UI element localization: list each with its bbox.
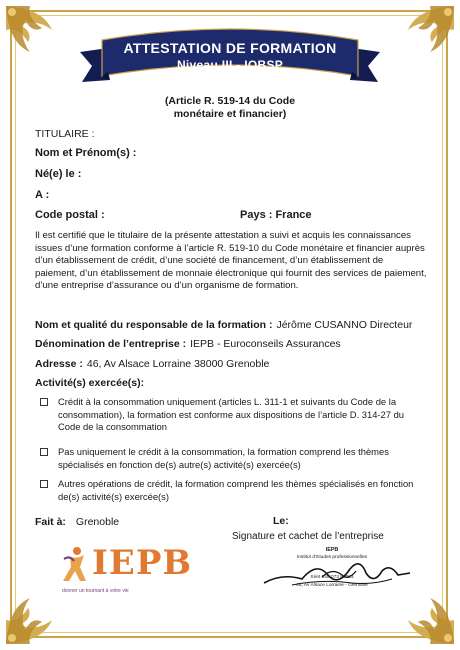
country-field-label: Pays : France bbox=[240, 209, 312, 221]
stamp-line-3: Siret 845 073 50023 bbox=[310, 575, 354, 580]
company-row bbox=[35, 338, 341, 350]
iepb-logo bbox=[60, 543, 193, 600]
legal-reference bbox=[100, 95, 360, 121]
certificate-level: Niveau III - IOBSP bbox=[176, 58, 284, 72]
legal-reference-line-2: monétaire et financier) bbox=[173, 108, 287, 120]
responsible-label: Nom et qualité du responsable de la formation : bbox=[35, 319, 273, 331]
titulaire-label: TITULAIRE : bbox=[35, 128, 95, 140]
address-label: Adresse : bbox=[35, 358, 83, 370]
stamp-line-4: 46, Av Alsace Lorraine - Grenoble bbox=[296, 583, 368, 588]
company-label: Dénomination de l’entreprise : bbox=[35, 338, 187, 350]
legal-reference-line-1: (Article R. 519-14 du Code bbox=[164, 95, 296, 107]
birth-place-field-label: A : bbox=[35, 189, 50, 201]
address-value: 46, Av Alsace Lorraine 38000 Grenoble bbox=[86, 358, 270, 370]
activity-option-3-text: Autres opérations de crédit, la formation comprend les thèmes spécialisés en fonction de(s) activité(s) exercée(s) bbox=[58, 478, 414, 502]
ribbon-banner-icon bbox=[78, 18, 382, 96]
activity-option-2-text: Pas uniquement le crédit à la consommation, la formation comprend les thèmes spécialisés en fonction de(s) autre(s) activité(s) exercée(s) bbox=[58, 446, 389, 470]
activity-option-1-text: Crédit à la consommation uniquement (articles L. 311-1 et suivants du Code de la consommation), la formation est conforme aux dispositions de l’article D. 314-27 du Code de la consommation bbox=[58, 396, 405, 432]
stamp-line-1: IEPB bbox=[325, 547, 339, 553]
certificate-title: ATTESTATION DE FORMATION bbox=[123, 40, 337, 56]
postal-code-field-label: Code postal : bbox=[35, 209, 105, 221]
logo-wordmark: IEPB bbox=[92, 543, 193, 583]
birth-date-field-label: Né(e) le : bbox=[35, 168, 82, 180]
stamp-line-2: Institut d’Etudes professionnelles bbox=[296, 555, 368, 560]
activity-checkbox-2[interactable] bbox=[40, 448, 48, 456]
made-at-value: Grenoble bbox=[75, 516, 120, 528]
certification-paragraph: Il est certifié que le titulaire de la présente attestation a suivi et acquis les connaissances issues d’une formation conforme à l’article R. 519-10 du Code monétaire et financier auprès d’un établissement de crédit, d’une société de financement, d’un établissement de paiement, d’un établissement de monnaie électronique qui fournit des services de paiement, d’une entreprise d’assurance ou d’un organisme de formation. bbox=[35, 230, 427, 291]
logo-figure-icon bbox=[60, 545, 90, 585]
responsible-value: Jérôme CUSANNO Directeur bbox=[276, 319, 413, 331]
company-value: IEPB - Euroconseils Assurances bbox=[190, 338, 341, 350]
gold-ornament-top-right-icon bbox=[388, 2, 458, 72]
name-field-label: Nom et Prénom(s) : bbox=[35, 147, 137, 159]
activity-checkbox-1[interactable] bbox=[40, 398, 48, 406]
made-at-label: Fait à: bbox=[35, 516, 66, 528]
handwritten-signature-icon bbox=[262, 553, 412, 593]
responsible-row bbox=[35, 319, 412, 331]
company-stamp bbox=[262, 547, 402, 597]
signature-label: Signature et cachet de l’entreprise bbox=[232, 531, 384, 542]
date-label: Le: bbox=[273, 515, 289, 527]
title-ribbon bbox=[78, 18, 382, 96]
activities-label: Activité(s) exercée(s): bbox=[35, 377, 145, 389]
gold-ornament-top-left-icon bbox=[2, 2, 72, 72]
address-row bbox=[35, 358, 269, 370]
made-at-row bbox=[35, 516, 119, 528]
activity-checkbox-3[interactable] bbox=[40, 480, 48, 488]
logo-tagline: donner un tournant à votre vie bbox=[62, 588, 129, 594]
